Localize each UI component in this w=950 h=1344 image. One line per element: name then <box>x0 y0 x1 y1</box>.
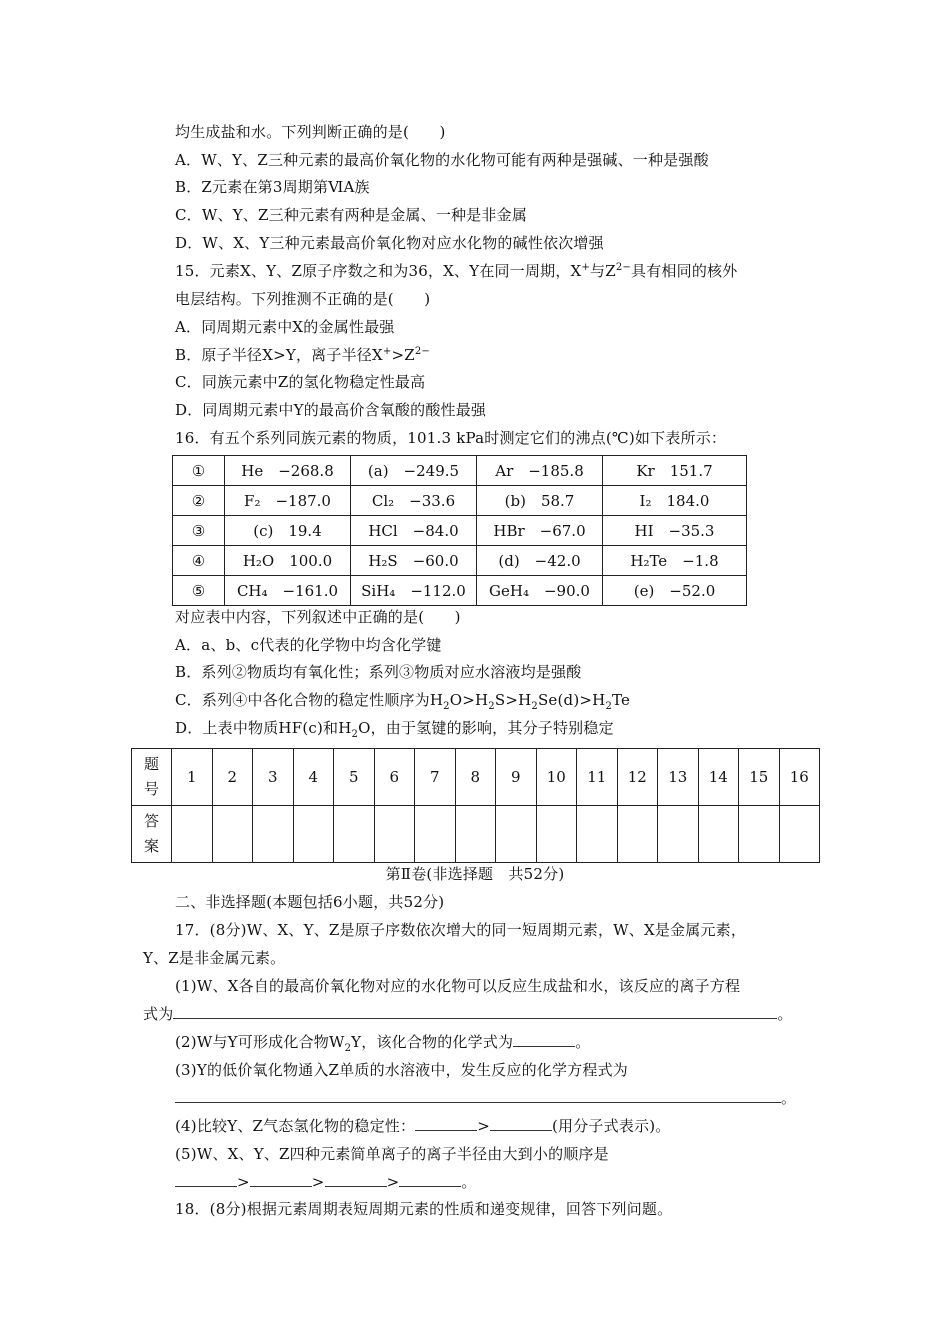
q17-part3: (3)Y的低价氧化物通入Z单质的水溶液中，发生反应的化学方程式为 <box>175 1061 628 1079</box>
answer-cell[interactable] <box>293 806 334 863</box>
q17-part3-blank: 。 <box>175 1088 796 1108</box>
answer-cell[interactable] <box>739 806 780 863</box>
q16-option-b: B．系列②物质均有氧化性；系列③物质对应水溶液均是强酸 <box>175 663 582 681</box>
answer-blank[interactable] <box>399 1172 461 1187</box>
bp-series-label: ④ <box>173 546 225 576</box>
q17-part2: (2)W与Y可形成化合物$W_2Y$，该化合物的化学式为 。 <box>175 1033 591 1054</box>
bp-cell: HI −35.3 <box>603 516 747 546</box>
q15-option-c: C．同族元素中Z的氢化物稳定性最高 <box>175 373 426 391</box>
q15-stem: 15．元素X、Y、Z原子序数之和为36，X、Y在同一周期，X+与$Z^{2-}$具有相同的核外 <box>175 262 738 280</box>
answer-table-number: 8 <box>455 749 496 806</box>
bp-cell: (c) 19.4 <box>225 516 351 546</box>
answer-table-number: 7 <box>415 749 456 806</box>
answer-table-number: 12 <box>617 749 658 806</box>
bp-table-row <box>173 516 747 546</box>
q17-part4: (4)比较Y、Z气态氢化物的稳定性： > (用分子式表示)。 <box>175 1117 671 1135</box>
answer-table-number: 3 <box>253 749 294 806</box>
answer-table-number: 6 <box>374 749 415 806</box>
answer-table-number: 14 <box>698 749 739 806</box>
answer-cell[interactable] <box>779 806 820 863</box>
q15-option-a: A．同周期元素中X的金属性最强 <box>175 318 395 336</box>
bp-table-row <box>173 546 747 576</box>
bp-table-row <box>173 486 747 516</box>
bp-cell: H₂S −60.0 <box>351 546 477 576</box>
bp-cell: H₂O 100.0 <box>225 546 351 576</box>
q16-option-a: A．a、b、c代表的化学物中均含化学键 <box>175 636 442 654</box>
bp-cell: CH₄ −161.0 <box>225 576 351 606</box>
q15-option-d: D．同周期元素中Y的最高价含氧酸的酸性最强 <box>175 401 487 419</box>
q14-option-b: B．Z元素在第3周期第ⅥA族 <box>175 178 370 196</box>
q15-stem-cont: 电层结构。下列推测不正确的是( ) <box>175 290 431 308</box>
q14-option-a: A．W、Y、Z三种元素的最高价氧化物的水化物可能有两种是强碱、一种是强酸 <box>175 151 709 169</box>
answer-table-number: 11 <box>577 749 618 806</box>
answer-cell[interactable] <box>577 806 618 863</box>
answer-table <box>131 748 820 863</box>
bp-table-row <box>173 456 747 486</box>
q17-part1-cont: 式为 。 <box>143 1005 793 1023</box>
bp-table-row <box>173 576 747 606</box>
bp-cell: HCl −84.0 <box>351 516 477 546</box>
answer-cell[interactable] <box>334 806 375 863</box>
q14-option-c: C．W、Y、Z三种元素有两种是金属、一种是非金属 <box>175 206 528 224</box>
bp-cell: He −268.8 <box>225 456 351 486</box>
answer-table-number: 9 <box>496 749 537 806</box>
q14-stem-end: 均生成盐和水。下列判断正确的是( ) <box>175 123 446 141</box>
bp-cell: SiH₄ −112.0 <box>351 576 477 606</box>
answer-blank[interactable] <box>513 1032 575 1047</box>
bp-series-label: ② <box>173 486 225 516</box>
bp-cell: Ar −185.8 <box>477 456 603 486</box>
answer-blank[interactable] <box>175 1088 781 1103</box>
answer-table-number: 4 <box>293 749 334 806</box>
q17-stem: 17．(8分)W、X、Y、Z是原子序数依次增大的同一短周期元素，W、X是金属元素， <box>175 921 747 939</box>
answer-cell[interactable] <box>536 806 577 863</box>
q16-option-c: C．系列④中各化合物的稳定性顺序为$H_2O>H_2S>H_2Se(d)>H_2Te$ <box>175 691 631 712</box>
answer-table-number: 16 <box>779 749 820 806</box>
answer-cell[interactable] <box>698 806 739 863</box>
answer-cell[interactable] <box>374 806 415 863</box>
answer-table-label-question: 题 号 <box>132 749 172 806</box>
bp-cell: HBr −67.0 <box>477 516 603 546</box>
bp-cell: I₂ 184.0 <box>603 486 747 516</box>
answer-blank[interactable] <box>175 1172 237 1187</box>
answer-cell[interactable] <box>658 806 699 863</box>
answer-cell[interactable] <box>212 806 253 863</box>
q17-stem-cont: Y、Z是非金属元素。 <box>143 949 286 967</box>
bp-cell: (b) 58.7 <box>477 486 603 516</box>
answer-table-number: 10 <box>536 749 577 806</box>
answer-blank[interactable] <box>415 1116 477 1131</box>
bp-cell: Cl₂ −33.6 <box>351 486 477 516</box>
bp-cell: F₂ −187.0 <box>225 486 351 516</box>
answer-cell[interactable] <box>455 806 496 863</box>
bp-series-label: ⑤ <box>173 576 225 606</box>
q17-part5: (5)W、X、Y、Z四种元素简单离子的离子半径由大到小的顺序是 <box>175 1145 609 1163</box>
bp-cell: (e) −52.0 <box>603 576 747 606</box>
bp-cell: (a) −249.5 <box>351 456 477 486</box>
boiling-point-table <box>172 455 747 606</box>
answer-cell[interactable] <box>496 806 537 863</box>
section-2-heading: 二、非选择题(本题包括6小题，共52分) <box>175 893 445 911</box>
q16-question: 对应表中内容，下列叙述中正确的是( ) <box>175 608 461 626</box>
q16-stem: 16．有五个系列同族元素的物质，101.3 kPa时测定它们的沸点(℃)如下表所示： <box>175 429 727 447</box>
section-2-title: 第Ⅱ卷(非选择题 共52分) <box>385 865 565 883</box>
q14-option-d: D．W、X、Y三种元素最高价氧化物对应水化物的碱性依次增强 <box>175 234 604 252</box>
answer-cell[interactable] <box>617 806 658 863</box>
answer-table-number: 5 <box>334 749 375 806</box>
q15-option-b: B．原子半径X>Y，离子半径$X^+>Z^{2-}$ <box>175 346 431 364</box>
answer-blank[interactable] <box>490 1116 552 1131</box>
q16-option-d: D．上表中物质HF(c)和$H_2O$，由于氢键的影响，其分子特别稳定 <box>175 719 614 740</box>
bp-cell: H₂Te −1.8 <box>603 546 747 576</box>
answer-table-number: 13 <box>658 749 699 806</box>
bp-cell: (d) −42.0 <box>477 546 603 576</box>
bp-series-label: ① <box>173 456 225 486</box>
answer-blank[interactable] <box>325 1172 387 1187</box>
answer-blank[interactable] <box>250 1172 312 1187</box>
answer-table-label-answer: 答 案 <box>132 806 172 863</box>
answer-table-number: 2 <box>212 749 253 806</box>
answer-cell[interactable] <box>253 806 294 863</box>
bp-cell: GeH₄ −90.0 <box>477 576 603 606</box>
bp-cell: Kr 151.7 <box>603 456 747 486</box>
answer-cell[interactable] <box>172 806 213 863</box>
q17-part5-blanks: > > > 。 <box>175 1172 477 1192</box>
answer-table-number: 1 <box>172 749 213 806</box>
bp-series-label: ③ <box>173 516 225 546</box>
q18-stem: 18．(8分)根据元素周期表短周期元素的性质和递变规律，回答下列问题。 <box>175 1200 673 1218</box>
answer-cell[interactable] <box>415 806 456 863</box>
q17-part1: (1)W、X各自的最高价氧化物对应的水化物可以反应生成盐和水，该反应的离子方程 <box>175 977 741 995</box>
answer-blank[interactable] <box>173 1004 777 1019</box>
answer-table-number: 15 <box>739 749 780 806</box>
